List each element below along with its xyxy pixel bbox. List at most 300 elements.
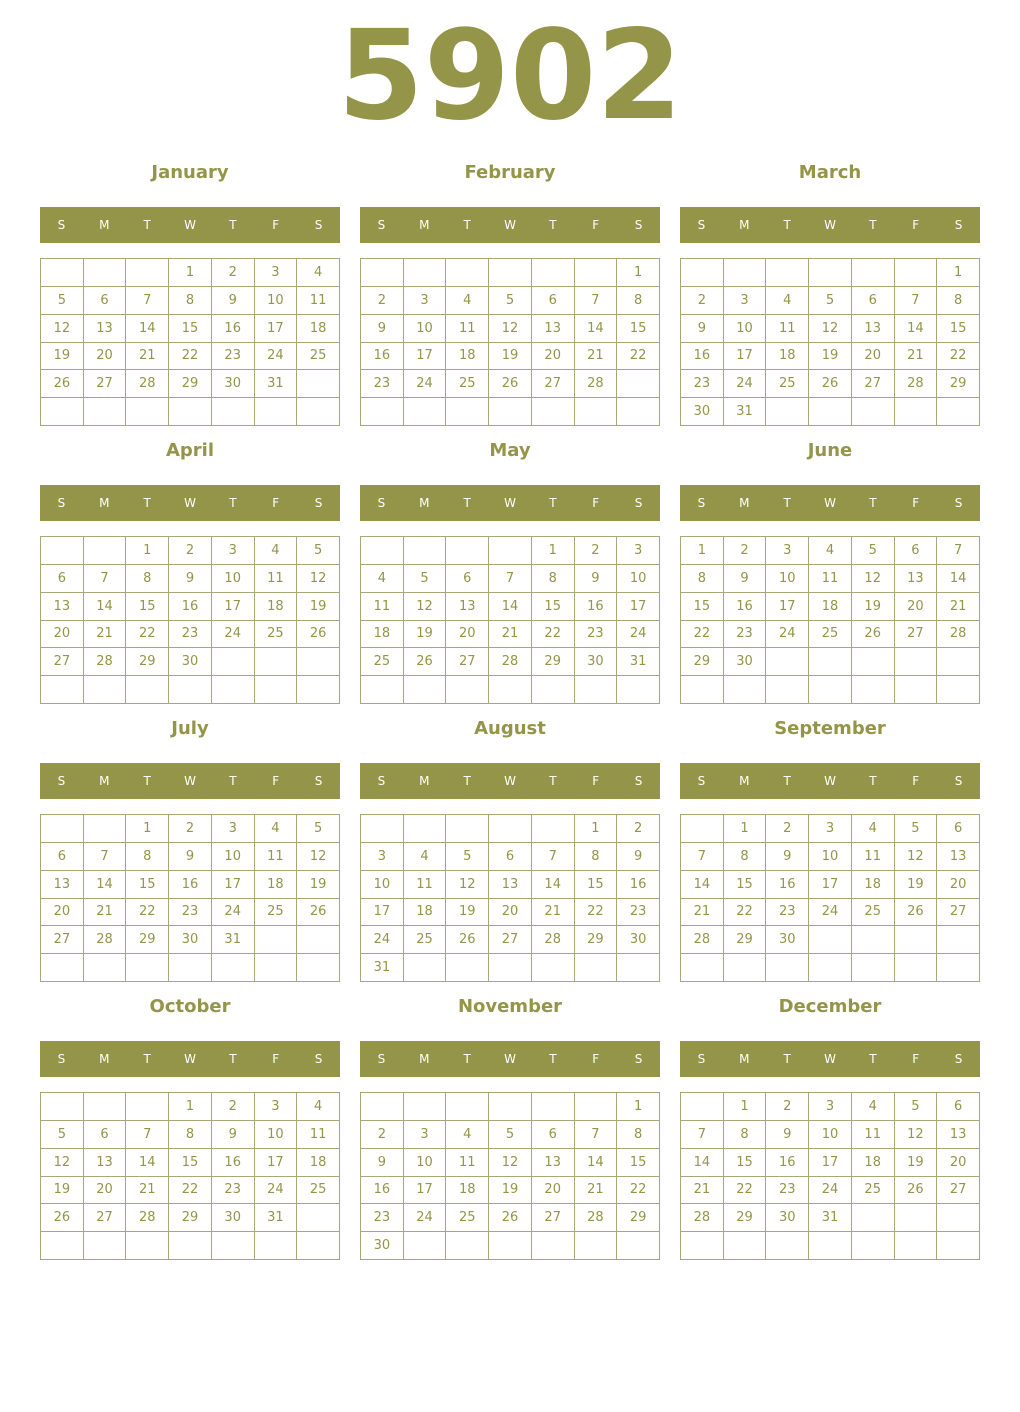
day-cell: 17 (809, 871, 852, 899)
day-cell: 19 (41, 343, 84, 371)
day-cell: 28 (575, 370, 618, 398)
day-cell: 5 (297, 815, 340, 843)
empty-day-cell (446, 1232, 489, 1260)
day-cell: 12 (895, 1121, 938, 1149)
weekday-label: M (739, 1052, 750, 1066)
day-grid (680, 258, 980, 426)
empty-day-cell (937, 676, 980, 704)
weekday-label: M (739, 496, 750, 510)
day-grid (360, 814, 660, 982)
day-cell: 9 (766, 843, 809, 871)
weekday-label: T (549, 218, 557, 232)
month-name: March (798, 162, 862, 183)
empty-day-cell (255, 926, 298, 954)
day-cell: 1 (937, 259, 980, 287)
day-cell: 7 (895, 287, 938, 315)
weekday-label: F (592, 218, 600, 232)
empty-day-cell (575, 1093, 618, 1121)
empty-day-cell (255, 398, 298, 426)
day-cell: 23 (212, 1177, 255, 1205)
weekday-label: S (697, 218, 706, 232)
day-cell: 16 (681, 343, 724, 371)
weekday-label: T (783, 496, 791, 510)
weekday-label: M (419, 496, 430, 510)
empty-day-cell (255, 954, 298, 982)
empty-day-cell (575, 1232, 618, 1260)
empty-day-cell (404, 398, 447, 426)
day-cell: 20 (852, 343, 895, 371)
empty-day-cell (895, 1204, 938, 1232)
empty-day-cell (852, 259, 895, 287)
weekday-label: T (549, 774, 557, 788)
day-cell: 3 (361, 843, 404, 871)
day-cell: 22 (617, 1177, 660, 1205)
day-cell: 24 (212, 621, 255, 649)
day-cell: 18 (852, 1149, 895, 1177)
weekday-label: M (419, 218, 430, 232)
day-cell: 8 (126, 565, 169, 593)
empty-day-cell (489, 954, 532, 982)
day-cell: 22 (126, 621, 169, 649)
empty-day-cell (937, 1204, 980, 1232)
weekday-label: W (184, 774, 196, 788)
weekday-label: F (912, 218, 920, 232)
day-cell: 11 (809, 565, 852, 593)
day-cell: 26 (895, 1177, 938, 1205)
day-cell: 26 (297, 899, 340, 927)
day-cell: 24 (809, 1177, 852, 1205)
day-cell: 7 (681, 1121, 724, 1149)
day-cell: 29 (169, 1204, 212, 1232)
weekday-header (680, 1041, 980, 1077)
day-grid (40, 814, 340, 982)
day-cell: 23 (681, 370, 724, 398)
weekday-header (360, 763, 660, 799)
day-cell: 26 (489, 1204, 532, 1232)
day-cell: 7 (126, 1121, 169, 1149)
day-cell: 30 (766, 1204, 809, 1232)
day-cell: 17 (404, 1177, 447, 1205)
day-cell: 21 (84, 621, 127, 649)
day-cell: 11 (766, 315, 809, 343)
day-cell: 5 (809, 287, 852, 315)
empty-day-cell (852, 954, 895, 982)
month-name: October (149, 996, 231, 1017)
day-cell: 12 (489, 1149, 532, 1177)
empty-day-cell (212, 954, 255, 982)
empty-day-cell (297, 676, 340, 704)
day-cell: 14 (84, 871, 127, 899)
day-cell: 24 (255, 343, 298, 371)
day-cell: 22 (575, 899, 618, 927)
empty-day-cell (681, 954, 724, 982)
day-cell: 4 (297, 259, 340, 287)
day-grid (40, 1092, 340, 1260)
empty-day-cell (41, 954, 84, 982)
weekday-label: W (824, 496, 836, 510)
empty-day-cell (169, 1232, 212, 1260)
day-cell: 15 (126, 593, 169, 621)
day-cell: 19 (404, 621, 447, 649)
empty-day-cell (809, 398, 852, 426)
empty-day-cell (41, 1232, 84, 1260)
day-cell: 2 (724, 537, 767, 565)
weekday-label: F (912, 1052, 920, 1066)
weekday-label: F (272, 774, 280, 788)
day-cell: 13 (446, 593, 489, 621)
day-cell: 30 (724, 648, 767, 676)
empty-day-cell (212, 676, 255, 704)
empty-day-cell (41, 676, 84, 704)
day-cell: 18 (446, 1177, 489, 1205)
weekday-label: W (184, 1052, 196, 1066)
day-cell: 16 (361, 343, 404, 371)
day-cell: 12 (404, 593, 447, 621)
day-cell: 2 (212, 1093, 255, 1121)
day-cell: 22 (126, 899, 169, 927)
empty-day-cell (84, 1093, 127, 1121)
day-cell: 11 (446, 1149, 489, 1177)
day-cell: 14 (489, 593, 532, 621)
empty-day-cell (532, 954, 575, 982)
day-cell: 10 (404, 1149, 447, 1177)
day-cell: 21 (575, 1177, 618, 1205)
day-cell: 26 (489, 370, 532, 398)
weekday-label: W (184, 496, 196, 510)
empty-day-cell (617, 1232, 660, 1260)
empty-day-cell (895, 1232, 938, 1260)
empty-day-cell (126, 1232, 169, 1260)
day-cell: 27 (532, 1204, 575, 1232)
day-cell: 25 (255, 621, 298, 649)
empty-day-cell (41, 815, 84, 843)
day-grid (680, 536, 980, 704)
weekday-header (360, 207, 660, 243)
weekday-label: F (592, 774, 600, 788)
day-cell: 1 (532, 537, 575, 565)
day-cell: 28 (937, 621, 980, 649)
empty-day-cell (297, 926, 340, 954)
month-name: January (151, 162, 229, 183)
month-name: September (774, 718, 886, 739)
weekday-label: S (314, 218, 323, 232)
day-cell: 19 (41, 1177, 84, 1205)
weekday-label: T (463, 218, 471, 232)
day-cell: 29 (126, 926, 169, 954)
empty-day-cell (809, 648, 852, 676)
empty-day-cell (489, 259, 532, 287)
empty-day-cell (404, 954, 447, 982)
day-cell: 24 (212, 899, 255, 927)
day-cell: 20 (41, 621, 84, 649)
empty-day-cell (404, 676, 447, 704)
weekday-label: W (184, 218, 196, 232)
day-cell: 12 (852, 565, 895, 593)
weekday-label: T (869, 774, 877, 788)
day-cell: 20 (895, 593, 938, 621)
day-cell: 2 (169, 815, 212, 843)
day-cell: 28 (84, 648, 127, 676)
day-cell: 8 (169, 1121, 212, 1149)
day-cell: 21 (126, 343, 169, 371)
day-cell: 31 (255, 370, 298, 398)
day-cell: 10 (809, 843, 852, 871)
day-cell: 8 (681, 565, 724, 593)
day-cell: 3 (809, 815, 852, 843)
day-cell: 26 (852, 621, 895, 649)
day-cell: 6 (937, 815, 980, 843)
day-cell: 19 (895, 871, 938, 899)
day-cell: 4 (255, 537, 298, 565)
day-cell: 10 (809, 1121, 852, 1149)
empty-day-cell (84, 676, 127, 704)
empty-day-cell (724, 954, 767, 982)
day-cell: 23 (575, 621, 618, 649)
day-cell: 29 (724, 1204, 767, 1232)
day-grid (360, 258, 660, 426)
day-cell: 1 (724, 815, 767, 843)
day-cell: 10 (212, 565, 255, 593)
weekday-label: S (697, 774, 706, 788)
day-cell: 16 (724, 593, 767, 621)
day-cell: 14 (895, 315, 938, 343)
day-cell: 20 (532, 343, 575, 371)
weekday-header (40, 485, 340, 521)
weekday-header (680, 207, 980, 243)
empty-day-cell (84, 815, 127, 843)
weekday-label: S (697, 496, 706, 510)
day-cell: 18 (446, 343, 489, 371)
day-cell: 6 (532, 1121, 575, 1149)
day-cell: 1 (169, 259, 212, 287)
month-name: December (778, 996, 882, 1017)
empty-day-cell (489, 676, 532, 704)
day-cell: 21 (532, 899, 575, 927)
day-cell: 10 (212, 843, 255, 871)
day-cell: 10 (255, 287, 298, 315)
empty-day-cell (617, 676, 660, 704)
day-cell: 5 (446, 843, 489, 871)
day-cell: 14 (681, 871, 724, 899)
day-cell: 13 (41, 593, 84, 621)
day-cell: 15 (724, 871, 767, 899)
day-cell: 2 (617, 815, 660, 843)
day-cell: 8 (937, 287, 980, 315)
weekday-header (680, 485, 980, 521)
weekday-label: T (549, 1052, 557, 1066)
weekday-label: T (463, 774, 471, 788)
day-cell: 11 (297, 287, 340, 315)
day-cell: 9 (681, 315, 724, 343)
day-cell: 24 (617, 621, 660, 649)
day-cell: 27 (84, 370, 127, 398)
day-cell: 8 (169, 287, 212, 315)
day-cell: 31 (617, 648, 660, 676)
weekday-label: T (229, 496, 237, 510)
empty-day-cell (361, 537, 404, 565)
day-cell: 30 (766, 926, 809, 954)
day-cell: 27 (489, 926, 532, 954)
day-cell: 27 (895, 621, 938, 649)
day-cell: 23 (169, 899, 212, 927)
empty-day-cell (724, 259, 767, 287)
day-cell: 18 (809, 593, 852, 621)
day-cell: 9 (169, 843, 212, 871)
empty-day-cell (766, 648, 809, 676)
day-cell: 6 (41, 565, 84, 593)
empty-day-cell (489, 815, 532, 843)
day-cell: 9 (361, 1149, 404, 1177)
weekday-label: T (143, 1052, 151, 1066)
day-cell: 6 (489, 843, 532, 871)
day-cell: 24 (724, 370, 767, 398)
day-cell: 9 (617, 843, 660, 871)
empty-day-cell (895, 398, 938, 426)
empty-day-cell (297, 954, 340, 982)
day-cell: 31 (361, 954, 404, 982)
day-cell: 28 (126, 370, 169, 398)
weekday-label: S (697, 1052, 706, 1066)
weekday-label: T (463, 496, 471, 510)
day-cell: 22 (532, 621, 575, 649)
day-cell: 16 (169, 871, 212, 899)
empty-day-cell (937, 398, 980, 426)
day-cell: 11 (255, 843, 298, 871)
day-cell: 14 (126, 315, 169, 343)
empty-day-cell (575, 954, 618, 982)
empty-day-cell (766, 954, 809, 982)
day-cell: 25 (404, 926, 447, 954)
day-cell: 3 (255, 259, 298, 287)
empty-day-cell (895, 648, 938, 676)
day-cell: 1 (169, 1093, 212, 1121)
day-cell: 7 (937, 537, 980, 565)
day-cell: 30 (575, 648, 618, 676)
day-cell: 28 (84, 926, 127, 954)
day-cell: 28 (681, 1204, 724, 1232)
day-cell: 20 (84, 343, 127, 371)
day-cell: 12 (809, 315, 852, 343)
day-cell: 31 (212, 926, 255, 954)
weekday-label: T (143, 218, 151, 232)
day-cell: 31 (809, 1204, 852, 1232)
day-cell: 7 (532, 843, 575, 871)
day-cell: 31 (724, 398, 767, 426)
day-cell: 20 (489, 899, 532, 927)
day-cell: 15 (681, 593, 724, 621)
day-cell: 19 (895, 1149, 938, 1177)
day-cell: 9 (766, 1121, 809, 1149)
day-grid (40, 258, 340, 426)
weekday-header (680, 763, 980, 799)
day-cell: 28 (489, 648, 532, 676)
empty-day-cell (446, 954, 489, 982)
empty-day-cell (84, 537, 127, 565)
empty-day-cell (126, 259, 169, 287)
weekday-label: M (419, 774, 430, 788)
month-july (40, 706, 340, 984)
day-cell: 10 (361, 871, 404, 899)
day-cell: 2 (361, 1121, 404, 1149)
weekday-label: M (99, 218, 110, 232)
day-cell: 27 (532, 370, 575, 398)
weekday-label: S (57, 218, 66, 232)
day-cell: 8 (126, 843, 169, 871)
empty-day-cell (724, 676, 767, 704)
day-cell: 5 (489, 1121, 532, 1149)
day-grid (40, 536, 340, 704)
month-name: April (165, 440, 215, 461)
day-cell: 1 (126, 537, 169, 565)
empty-day-cell (255, 676, 298, 704)
day-grid (680, 814, 980, 982)
weekday-label: S (377, 218, 386, 232)
day-cell: 14 (575, 1149, 618, 1177)
day-cell: 9 (212, 1121, 255, 1149)
day-cell: 13 (895, 565, 938, 593)
day-cell: 1 (126, 815, 169, 843)
day-cell: 5 (404, 565, 447, 593)
day-cell: 15 (169, 1149, 212, 1177)
day-cell: 29 (617, 1204, 660, 1232)
day-cell: 13 (532, 315, 575, 343)
day-cell: 19 (852, 593, 895, 621)
day-cell: 19 (809, 343, 852, 371)
day-cell: 14 (937, 565, 980, 593)
day-cell: 21 (937, 593, 980, 621)
day-cell: 13 (84, 315, 127, 343)
day-cell: 5 (895, 1093, 938, 1121)
empty-day-cell (446, 1093, 489, 1121)
day-cell: 25 (255, 899, 298, 927)
empty-day-cell (169, 954, 212, 982)
weekday-label: S (954, 1052, 963, 1066)
day-cell: 25 (446, 1204, 489, 1232)
day-cell: 24 (361, 926, 404, 954)
empty-day-cell (84, 259, 127, 287)
day-cell: 3 (255, 1093, 298, 1121)
weekday-label: T (229, 1052, 237, 1066)
empty-day-cell (404, 815, 447, 843)
empty-day-cell (617, 954, 660, 982)
day-cell: 22 (937, 343, 980, 371)
weekday-label: F (912, 774, 920, 788)
day-cell: 19 (446, 899, 489, 927)
day-cell: 17 (766, 593, 809, 621)
day-cell: 20 (937, 871, 980, 899)
empty-day-cell (489, 1093, 532, 1121)
weekday-label: T (783, 1052, 791, 1066)
empty-day-cell (446, 537, 489, 565)
day-cell: 12 (41, 1149, 84, 1177)
empty-day-cell (84, 398, 127, 426)
day-cell: 18 (297, 1149, 340, 1177)
day-cell: 25 (297, 1177, 340, 1205)
empty-day-cell (724, 1232, 767, 1260)
weekday-label: W (504, 774, 516, 788)
day-cell: 27 (852, 370, 895, 398)
day-cell: 8 (617, 287, 660, 315)
weekday-label: T (229, 218, 237, 232)
month-august (360, 706, 660, 984)
day-cell: 25 (446, 370, 489, 398)
day-cell: 30 (169, 648, 212, 676)
empty-day-cell (126, 954, 169, 982)
day-cell: 13 (937, 1121, 980, 1149)
day-cell: 3 (809, 1093, 852, 1121)
empty-day-cell (532, 1093, 575, 1121)
weekday-label: S (954, 218, 963, 232)
